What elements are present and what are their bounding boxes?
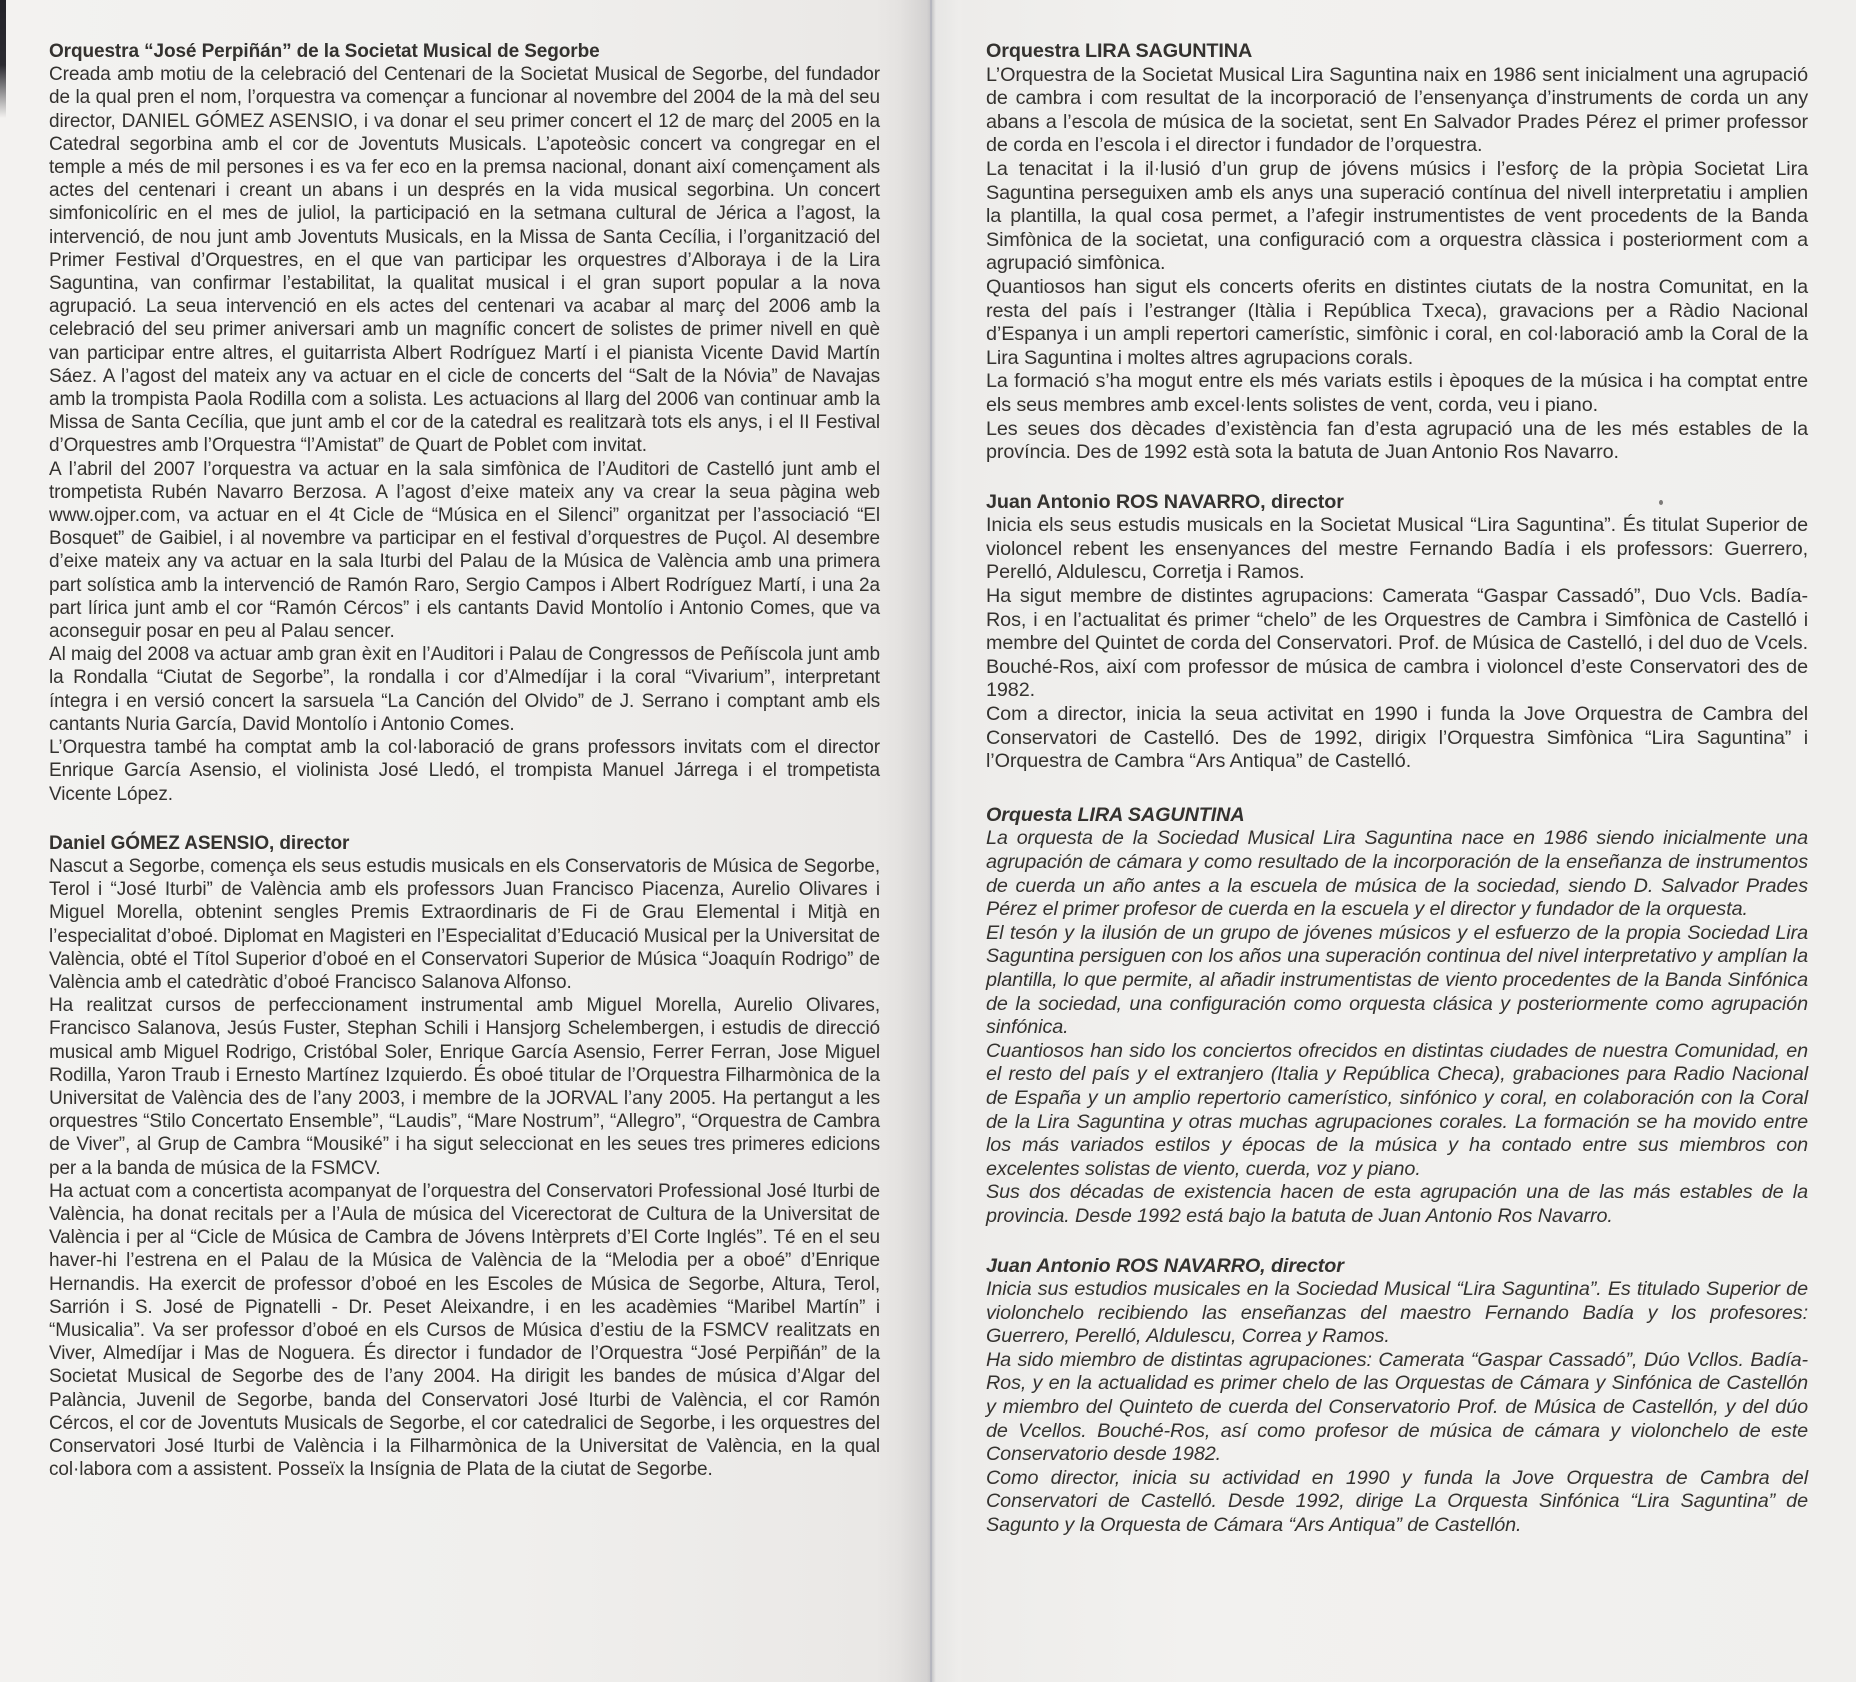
- paragraph: El tesón y la ilusión de un grupo de jóvenes músicos y el esfuerzo de la propia Sociedad Lira Saguntina persiguen con los años una superación continua del nivel interpretativo y amplían la plantilla, lo que permite, al añadir instrumentistas de viento procedentes de la Banda Sinfónica de la sociedad, una configuración como orquesta clásica y posteriormente como agrupación sinfónica.: [986, 921, 1808, 1039]
- section-heading: Daniel GÓMEZ ASENSIO, director: [49, 832, 350, 854]
- right-page-text-column: [986, 40, 1808, 1538]
- paragraph: Ha actuat com a concertista acompanyat de l’orquestra del Conservatori Professional José Iturbi de València, ha donat recitals per a l’Aula de música del Vicerectorat de Cultura de la Universitat de València i per al “Cicle de Música de Cambra de Jóvens Intèrprets d’El Corte Inglés”. Té en el seu haver-hi l’estrena en el Palau de la Música de València de la “Melodia per a oboé” d’Enrique Hernandis. Ha exercit de professor d’oboé en les Escoles de Música de Segorbe, Altura, Terol, Sarrión i S. José de Pignatelli - Dr. Peset Aleixandre, i en les acadèmies “Maribel Martín” i “Musicalia”. Va ser professor d’oboé en els Cursos de Música d’estiu de la FSMCV realitzats en Viver, Almedíjar i Mas de Noguera. És director i fundador de l’Orquestra “José Perpiñán” de la Societat Musical de Segorbe des de l’any 2004. Ha dirigit les bandes de música d’Algar del Palància, Juvenil de Segorbe, banda del Conservatori José Iturbi de València, el cor Ramón Cércos, el cor de Joventuts Musicals de Segorbe, el cor catedralici de Segorbe, i les orquestres del Conservatori José Iturbi de València i la Filharmònica de la Universitat de València, en la qual col·labora com a assistent. Posseïx la Insígnia de Plata de la ciutat de Segorbe.: [49, 1180, 880, 1481]
- section-orquesta-lira-saguntina-es: [986, 804, 1808, 1229]
- paragraph: Inicia els seus estudis musicals en la Societat Musical “Lira Saguntina”. És titulat Superior de violoncel rebent les ensenyances del mestre Fernando Badía i els professors: Guerrero, Perelló, Aldulescu, Corretja i Ramos.: [986, 514, 1808, 584]
- section-heading: Juan Antonio ROS NAVARRO, director: [986, 490, 1344, 513]
- paragraph: Creada amb motiu de la celebració del Centenari de la Societat Musical de Segorbe, del fundador de la qual pren el nom, l’orquestra va començar a funcionar al novembre del 2004 de la mà del seu director, DANIEL GÓMEZ ASENSIO, i va donar el seu primer concert el 12 de març del 2005 en la Catedral segorbina amb el cor de Joventuts Musicals. L’apoteòsic concert va congregar en el temple a més de mil persones i es va fer eco en la premsa nacional, donant així començament als actes del centenari i creant un abans i un després en la vida musical segorbina. Un concert simfonicolíric en el mes de juliol, la participació en la setmana cultural de Jérica a l’agost, la intervenció, de nou junt amb Joventuts Musicals, en la Missa de Santa Cecília, i l’organització del Primer Festival d’Orquestres, en el que van participar les orquestres d’Alboraya i de la Lira Saguntina, van confirmar l’estabilitat, la qualitat musical i el gran suport popular a la nova agrupació. La seua intervenció en els actes del centenari va acabar al març del 2006 amb la celebració del seu primer aniversari amb un magnífic concert de solistes de primer nivell en què van participar entre altres, el guitarrista Albert Rodríguez Martí i el pianista Vicente David Martín Sáez. A l’agost del mateix any va actuar en el cicle de concerts del “Salt de la Nóvia” de Navajas amb la trompista Paola Rodilla com a solista. Les actuacions al llarg del 2006 van continuar amb la Missa de Santa Cecília, que junt amb el cor de la catedral es realitzarà tots els anys, i el II Festival d’Orquestres amb l’Orquestra “l’Amistat” de Quart de Poblet com invitat.: [49, 64, 880, 457]
- paragraph: Com a director, inicia la seua activitat en 1990 i funda la Jove Orquestra de Cambra del Conservatori de Castelló. Des de 1992, dirigix l’Orquestra Simfònica “Lira Saguntina” i l’Orquestra de Cambra “Ars Antiqua” de Castelló.: [986, 703, 1808, 773]
- page-fold-line: [930, 0, 932, 1682]
- paragraph: Les seues dos dècades d’existència fan d’esta agrupació una de les més estables de la província. Des de 1992 està sota la batuta de Juan Antonio Ros Navarro.: [986, 417, 1808, 464]
- section-heading: Orquestra LIRA SAGUNTINA: [986, 40, 1253, 62]
- section-orquestra-lira-saguntina-ca: [986, 40, 1808, 465]
- paragraph: L’Orquestra de la Societat Musical Lira Saguntina naix en 1986 sent inicialment una agrupació de cambra i com resultat de la incorporació de l’ensenyança d’instruments de corda un any abans a l’escola de música de la societat, sent En Salvador Prades Pérez el primer professor de corda en l’escola i el director i fundador de l’orquestra.: [986, 63, 1808, 157]
- section-daniel-gomez-asensio: [49, 832, 880, 1482]
- paragraph: Quantiosos han sigut els concerts oferits en distintes ciutats de la nostra Comunitat, en la resta del país i l’estranger (Itàlia i República Txeca), gravacions per a Ràdio Nacional d’Espanya i un ampli repertori camerístic, simfònic i coral, en col·laboració amb la Coral de la Lira Saguntina i moltes altres agrupacions corals.: [986, 275, 1808, 369]
- section-juan-antonio-ros-navarro-es: [986, 1255, 1808, 1538]
- paragraph: Ha sigut membre de distintes agrupacions: Camerata “Gaspar Cassadó”, Duo Vcls. Badía-Ros, i en l’actualitat és primer “chelo” de les Orquestres de Cambra i Simfònica de Castelló i membre del Quintet de corda del Conservatori. Prof. de Música de Castelló, i del duo de Vcels. Bouché-Ros, així com professor de música de cambra i violoncel d’este Conservatori des de 1982.: [986, 585, 1808, 702]
- paragraph: La tenacitat i la il·lusió d’un grup de jóvens músics i l’esforç de la pròpia Societat Lira Saguntina perseguixen amb els anys una superació contínua del nivell interpretatiu i amplien la plantilla, la qual cosa permet, a l’afegir instrumentistes de vent procedents de la Banda Simfònica de la societat, una configuració com a orquestra clàssica i posteriorment com a agrupació simfònica.: [986, 157, 1808, 275]
- paragraph: Cuantiosos han sido los conciertos ofrecidos en distintas ciudades de nuestra Comunidad, en el resto del país y el extranjero (Italia y República Checa), grabaciones para Radio Nacional de España y un amplio repertorio camerístico, sinfónico y coral, en colaboración con la Coral de la Lira Saguntina y otras muchas agrupaciones corales. La formación se ha movido entre los más variados estilos y épocas de la música y ha contado entre sus miembros con excelentes solistas de viento, cuerda, voz y piano.: [986, 1039, 1808, 1180]
- paragraph: L’Orquestra també ha comptat amb la col·laboració de grans professors invitats com el director Enrique García Asensio, el violinista José Lledó, el trompista Manuel Járrega i el trompetista Vicente López.: [49, 737, 880, 805]
- paragraph: Inicia sus estudios musicales en la Sociedad Musical “Lira Saguntina”. Es titulado Superior de violonchelo recibiendo las enseñanzas del maestro Fernando Badía y los profesores: Guerrero, Perelló, Aldulescu, Correa y Ramos.: [986, 1278, 1808, 1348]
- paragraph: Ha sido miembro de distintas agrupaciones: Camerata “Gaspar Cassadó”, Dúo Vcllos. Badía-Ros, y en la actualidad es primer chelo de las Orquestas de Cámara y Sinfónica de Castellón y miembro del Quinteto de cuerda del Conservatorio Prof. de Música de Castellón, y del dúo de Vcellos. Bouché-Ros, así como profesor de música de cámara y violonchelo de este Conservatorio desde 1982.: [986, 1348, 1808, 1466]
- section-heading: Orquesta LIRA SAGUNTINA: [986, 803, 1245, 826]
- paragraph: Al maig del 2008 va actuar amb gran èxit en l’Auditori i Palau de Congressos de Peñíscola junt amb la Rondalla “Ciutat de Segorbe”, la rondalla i cor d’Almedíjar i la coral “Vivarium”, interpretant íntegra i en versió concert la sarsuela “La Canción del Olvido” de J. Serrano i comptant amb els cantants Nuria García, David Montolío i Antonio Comes.: [49, 644, 880, 735]
- section-heading: Orquestra “José Perpiñán” de la Societat Musical de Segorbe: [49, 41, 600, 62]
- section-heading: Juan Antonio ROS NAVARRO, director: [986, 1254, 1344, 1277]
- paragraph: Nascut a Segorbe, comença els seus estudis musicals en els Conservatoris de Música de Segorbe, Terol i “José Iturbi” de València amb els professors Juan Francisco Piacenza, Aurelio Olivares i Miguel Morella, obtenint sengles Premis Extraordinaris de Fi de Grau Elemental i Mitjà en l’especialitat d’oboé. Diplomat en Magisteri en l’Especialitat d’Educació Musical per la Universitat de València, obté el Títol Superior d’oboé en el Conservatori Superior de Música “Joaquín Rodrigo” de València amb el catedràtic d’oboé Francisco Salanova Alfonso.: [49, 855, 880, 993]
- left-page-text-column: [49, 40, 880, 1481]
- paragraph: La orquesta de la Sociedad Musical Lira Saguntina nace en 1986 siendo inicialmente una agrupación de cámara y como resultado de la incorporación de la enseñanza de instrumentos de cuerda un año antes a la escuela de música de la sociedad, siendo D. Salvador Prades Pérez el primer profesor de cuerda en la escuela y el director y fundador de la orquesta.: [986, 827, 1808, 921]
- paragraph: Ha realitzat cursos de perfeccionament instrumental amb Miguel Morella, Aurelio Olivares, Francisco Salanova, Jesús Fuster, Stephan Schili i Hansjorg Schelembergen, i estudis de direcció musical amb Miguel Rodrigo, Cristóbal Soler, Enrique García Asensio, Ferrer Ferran, Jose Miguel Rodilla, Yaron Traub i Ernesto Martínez Izquierdo. És oboé titular de l’Orquestra Filharmònica de la Universitat de València des de l’any 2003, i membre de la JORVAL l’any 2005. Ha pertangut a les orquestres “Stilo Concertato Ensemble”, “Laudis”, “Mare Nostrum”, “Allegro”, “Orquestra de Cambra de Viver”, al Grup de Cambra “Mousiké” i ha sigut seleccionat en les seues tres primeres edicions per a la banda de música de la FSMCV.: [49, 995, 880, 1179]
- paragraph: A l’abril del 2007 l’orquestra va actuar en la sala simfònica de l’Auditori de Castelló junt amb el trompetista Rubén Navarro Berzosa. A l’agost d’eixe mateix any va crear la seua pàgina web www.ojper.com, va actuar en el 4t Cicle de “Música en el Silenci” organitzat per l’associació “El Bosquet” de Gaibiel, i al novembre va participar en el festival d’orquestres de Puçol. Al desembre d’eixe mateix any va actuar en la sala Iturbi del Palau de la Música de València amb una primera part solística amb la intervenció de Ramón Raro, Sergio Campos i Albert Rodríguez Martí, i una 2a part lírica junt amb el cor “Ramón Cércos” i els cantants David Montolío i Antonio Comes, que va aconseguir posar en peu al Palau sencer.: [49, 458, 880, 643]
- scan-edge-artifact: [0, 0, 6, 118]
- paragraph: Sus dos décadas de existencia hacen de esta agrupación una de las más estables de la provincia. Desde 1992 está bajo la batuta de Juan Antonio Ros Navarro.: [986, 1181, 1808, 1227]
- section-juan-antonio-ros-navarro-ca: [986, 491, 1808, 774]
- paragraph: La formació s’ha mogut entre els més variats estils i èpoques de la música i ha comptat entre els seus membres amb excel·lents solistes de vent, corda, veu i piano.: [986, 370, 1808, 416]
- section-orquestra-jose-perpinan: [49, 40, 880, 806]
- paragraph: Como director, inicia su actividad en 1990 y funda la Jove Orquestra de Cambra del Conservatori de Castelló. Desde 1992, dirige La Orquesta Sinfónica “Lira Saguntina” de Sagunto y la Orquesta de Cámara “Ars Antiqua” de Castellón.: [986, 1466, 1808, 1537]
